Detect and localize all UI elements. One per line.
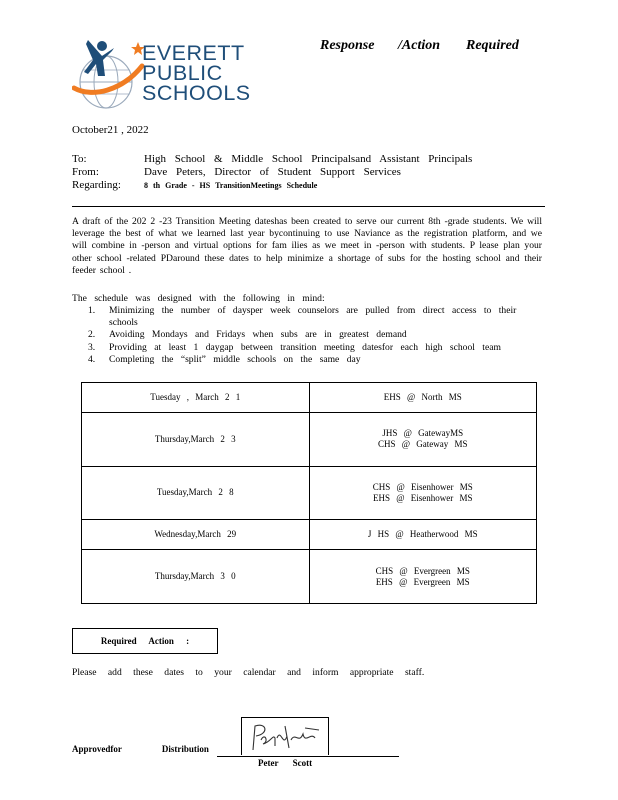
schedule-table bbox=[81, 382, 537, 604]
to-value: High School & Middle School Principalsand Assistant Principals bbox=[144, 153, 473, 165]
approved-for-label: Approvedfor bbox=[72, 744, 122, 754]
to-label: To: bbox=[72, 153, 87, 165]
list-number: 4. bbox=[88, 353, 96, 365]
memo-date: October21 , 2022 bbox=[72, 124, 149, 136]
logo-line-1: EVERETT bbox=[142, 41, 245, 65]
meeting-line: J HS @ Heatherwood MS bbox=[367, 529, 478, 540]
schedule-date: Tuesday , March 2 1 bbox=[82, 383, 310, 413]
list-item bbox=[88, 342, 538, 354]
list-text: Avoiding Mondays and Fridays when subs are in greatest demand bbox=[109, 329, 407, 341]
list-text: Providing at least 1 daygap between transition meeting datesfor each high school team bbox=[109, 341, 501, 353]
meeting-line: CHS @ Gateway MS bbox=[377, 439, 468, 450]
logo-line-2: PUBLIC bbox=[142, 61, 223, 85]
signature-line bbox=[217, 756, 399, 757]
list-number: 3. bbox=[88, 341, 96, 353]
table-row bbox=[82, 466, 537, 520]
list-number: 2. bbox=[88, 329, 96, 341]
list-item bbox=[88, 305, 538, 329]
schedule-date: Wednesday,March 29 bbox=[82, 520, 310, 550]
memo-from bbox=[72, 166, 401, 178]
memo-to bbox=[72, 153, 472, 165]
list-text: Completing the “split” middle schools on the same day bbox=[109, 353, 361, 365]
regarding-value: 8 th Grade - HS TransitionMeetings Schedule bbox=[144, 181, 318, 190]
distribution-label: Distribution bbox=[161, 744, 209, 754]
intro-paragraph: A draft of the 202 2 -23 Transition Meeting dateshas been created to serve our current 8th -grade students. We will leverage the best of what we learned last year bycontinuing to use Naviance as the registration platform, and we will combine in -person and virtual options for fam ilies as we meet in -person with students. P lease plan your other school -related PDaround these dates to help minimize a shortage of subs for the hosting school and their feeder school . bbox=[72, 216, 542, 276]
meeting-line: JHS @ GatewayMS bbox=[382, 428, 464, 439]
regarding-label: Regarding: bbox=[72, 179, 121, 191]
closing-text: Please add these dates to your calendar and inform appropriate staff. bbox=[72, 667, 425, 678]
table-row bbox=[82, 383, 537, 413]
table-row bbox=[82, 520, 537, 550]
from-value: Dave Peters, Director of Student Support Services bbox=[144, 166, 401, 178]
meeting-line: EHS @ North MS bbox=[383, 392, 462, 403]
schedule-meetings bbox=[309, 383, 537, 413]
schedule-meetings bbox=[309, 520, 537, 550]
meeting-line: CHS @ Eisenhower MS bbox=[372, 481, 473, 492]
schedule-meetings bbox=[309, 466, 537, 520]
list-item bbox=[88, 354, 538, 366]
list-item bbox=[88, 329, 538, 341]
handwritten-signature bbox=[245, 720, 325, 754]
meeting-line: EHS @ Evergreen MS bbox=[375, 576, 470, 587]
table-row bbox=[82, 550, 537, 604]
list-number: 1. bbox=[88, 305, 96, 316]
schedule-date: Thursday,March 3 0 bbox=[82, 550, 310, 604]
logo-wordmark bbox=[142, 43, 251, 103]
schedule-date: Tuesday,March 2 8 bbox=[82, 466, 310, 520]
logo-line-3: SCHOOLS bbox=[142, 81, 251, 105]
approval-line bbox=[72, 744, 249, 754]
memo-regarding bbox=[72, 179, 317, 191]
schedule-meetings bbox=[309, 550, 537, 604]
list-text: Minimizing the number of daysper week counselors are pulled from direct access to their schools bbox=[109, 305, 517, 329]
design-intro: The schedule was designed with the following in mind: bbox=[72, 293, 325, 304]
header-action: /Action bbox=[398, 38, 441, 53]
meeting-line: EHS @ Eisenhower MS bbox=[372, 492, 473, 503]
table-row bbox=[82, 413, 537, 467]
required-action-box: Required Action : bbox=[72, 628, 218, 654]
header-response: Response bbox=[320, 38, 375, 53]
from-label: From: bbox=[72, 166, 99, 178]
header-rule bbox=[72, 206, 545, 207]
signer-name: Peter Scott bbox=[258, 758, 313, 768]
schedule-date: Thursday,March 2 3 bbox=[82, 413, 310, 467]
header-required: Required bbox=[466, 38, 519, 53]
design-list bbox=[88, 305, 538, 366]
schedule-meetings bbox=[309, 413, 537, 467]
meeting-line: CHS @ Evergreen MS bbox=[375, 565, 470, 576]
